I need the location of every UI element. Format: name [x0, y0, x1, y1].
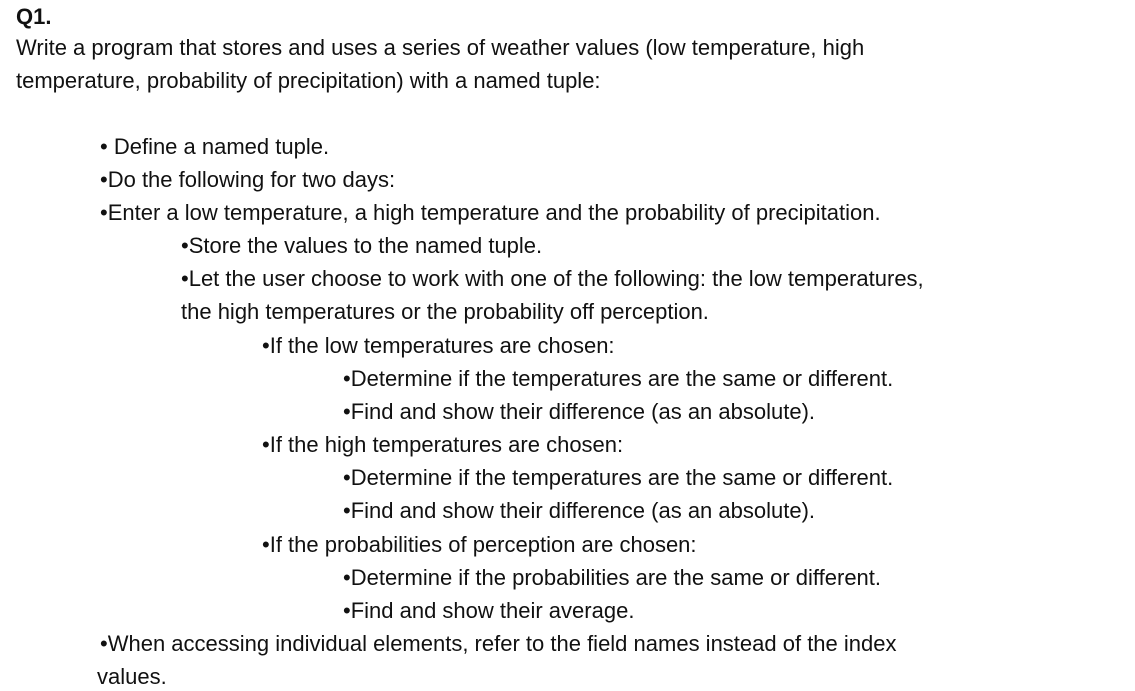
- bullet-marker: •: [343, 366, 351, 391]
- intro-line-2: temperature, probability of precipitation) with a named tuple:: [16, 68, 601, 93]
- bullet-marker: •: [262, 532, 270, 557]
- bullet-marker: •: [343, 498, 351, 523]
- list-item-text: Determine if the temperatures are the same or different.: [350, 366, 894, 391]
- list-item-text: Do the following for two days:: [107, 167, 396, 192]
- intro-line-1: Write a program that stores and uses a series of weather values (low temperature, high: [16, 35, 865, 60]
- list-item-store: [181, 232, 542, 260]
- bullet-marker: •: [181, 266, 189, 291]
- question-heading: Q1.: [16, 4, 52, 29]
- bullet-marker: •: [262, 333, 270, 358]
- list-item-low-determine: [343, 365, 893, 393]
- list-item-choose-continued: the high temperatures or the probability off perception.: [181, 299, 709, 324]
- list-item-high-find: [343, 497, 815, 525]
- list-item-high-chosen: [262, 431, 623, 459]
- list-item-prob-find: [343, 597, 634, 625]
- list-item-access: [100, 630, 896, 658]
- list-item-text: When accessing individual elements, refer to the field names instead of the index: [107, 631, 897, 656]
- list-item-prob-determine: [343, 564, 881, 592]
- list-item-access-continued: values.: [97, 664, 167, 689]
- list-item-choose: [181, 265, 924, 293]
- bullet-marker: •: [343, 565, 351, 590]
- bullet-marker: •: [100, 167, 108, 192]
- list-item-text: Find and show their difference (as an absolute).: [350, 498, 816, 523]
- list-item-two-days: [100, 166, 395, 194]
- list-item-text: Define a named tuple.: [113, 134, 330, 159]
- bullet-marker: •: [343, 465, 351, 490]
- bullet-marker: •: [100, 631, 108, 656]
- list-item-text: If the probabilities of perception are chosen:: [269, 532, 697, 557]
- list-item-low-chosen: [262, 332, 615, 360]
- list-item-text: Determine if the temperatures are the same or different.: [350, 465, 894, 490]
- list-item-text: Store the values to the named tuple.: [188, 233, 543, 258]
- bullet-marker: •: [100, 134, 108, 159]
- list-item-prob-chosen: [262, 531, 697, 559]
- list-item-define: [100, 133, 329, 161]
- list-item-high-determine: [343, 464, 893, 492]
- bullet-marker: •: [343, 399, 351, 424]
- bullet-marker: •: [181, 233, 189, 258]
- list-item-text: If the high temperatures are chosen:: [269, 432, 624, 457]
- list-item-enter: [100, 199, 881, 227]
- list-item-low-find: [343, 398, 815, 426]
- list-item-text: Find and show their average.: [350, 598, 635, 623]
- list-item-text: Determine if the probabilities are the same or different.: [350, 565, 882, 590]
- list-item-text: Enter a low temperature, a high temperature and the probability of precipitation.: [107, 200, 881, 225]
- bullet-marker: •: [262, 432, 270, 457]
- list-item-text: Find and show their difference (as an absolute).: [350, 399, 816, 424]
- list-item-text: If the low temperatures are chosen:: [269, 333, 615, 358]
- list-item-text: Let the user choose to work with one of the following: the low temperatures,: [188, 266, 924, 291]
- bullet-marker: •: [100, 200, 108, 225]
- bullet-marker: •: [343, 598, 351, 623]
